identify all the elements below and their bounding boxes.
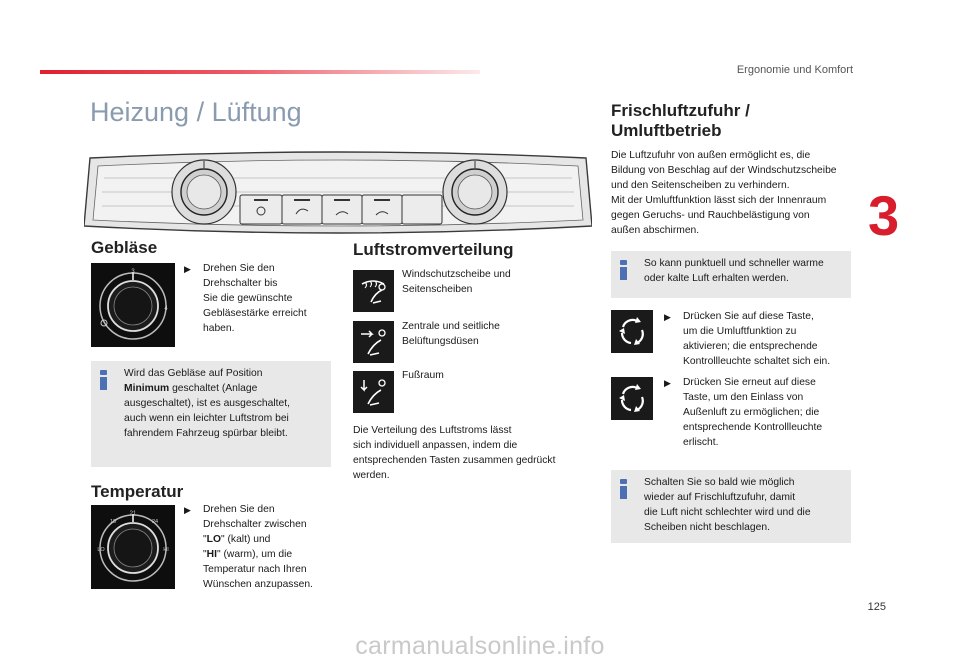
bullet-arrow-icon: ▶ [184,264,191,274]
frischluft-text: Die Luftzufuhr von außen ermöglicht es, die Bildung von Beschlag auf der Windschutzscheibe und den Seitenscheiben zu verhindern. Mit der Umluftfunktion lässt sich der Innenraum gegen Geruchs- und Rauchbelästigung von außen abschirmen. [611,150,837,236]
header-accent-bar [40,70,480,74]
temperatur-heading: Temperatur [91,482,184,501]
luftstrom-item-1: Windschutzscheibe und Seitenscheiben [402,269,511,295]
frischluft-info-box-1: So kann punktuell und schneller warme oder kalte Luft erhalten werden. [611,251,851,298]
bullet-arrow-icon: ▶ [184,505,191,515]
frischluft-step-1: ▶ Drücken Sie auf diese Taste, um die Umluftfunktion zu aktivieren; die entsprechende Kontrollleuchte schaltet sich ein. [664,310,854,370]
footwell-airflow-icon [353,371,394,413]
geblaese-instruction: ▶ Drehen Sie den Drehschalter bis Sie die gewünschte Gebläsestärke erreicht haben. [184,262,334,337]
temperatur-instruction: ▶ Drehen Sie den Drehschalter zwischen "LO" (kalt) und "HI" (warm), um die Temperatur nach Ihren Wünschen anzupassen. [184,503,334,593]
svg-text:18: 18 [109,519,117,525]
temperature-knob-image [91,505,175,589]
luftstrom-item-3: Fußraum [402,370,444,381]
climate-control-panel-illustration [84,148,592,246]
windshield-defrost-icon [353,270,394,312]
info-icon [620,479,627,499]
svg-text:LO: LO [97,547,105,553]
bullet-arrow-icon: ▶ [664,378,671,388]
luftstrom-text: Die Verteilung des Luftstroms lässt sich individuell anpassen, indem die entsprechenden Tasten zusammen gedrückt werden. [353,425,556,481]
info-icon [620,260,627,280]
temperature-knob-drawing [443,160,507,224]
geblaese-info-box: Wird das Gebläse auf Position Minimum geschaltet (Anlage ausgeschaltet), ist es ausgeschaltet, auch wenn ein leichter Luftstrom bei fahrendem Fahrzeug spürbar bleibt. [91,361,331,467]
page-number: 125 [867,601,886,613]
luftstrom-heading: Luftstromverteilung [353,240,514,259]
svg-text:HI: HI [163,547,169,553]
chapter-number: 3 [868,184,900,247]
geblaese-heading: Gebläse [91,238,158,257]
bullet-arrow-icon: ▶ [664,312,671,322]
fresh-air-icon [611,377,653,420]
svg-text:3: 3 [131,269,135,275]
section-header: Ergonomie und Komfort [736,64,853,76]
luftstrom-item-2: Zentrale und seitliche Belüftungsdüsen [402,321,500,347]
svg-text:21: 21 [129,511,137,517]
page-title: Heizung / Lüftung [90,97,302,127]
svg-text:4: 4 [164,306,168,312]
frischluft-info-box-2: Schalten Sie so bald wie möglich wieder auf Frischluftzufuhr, damit die Luft nicht schlechter wird und die Scheiben nicht beschlagen. [611,470,851,543]
frischluft-step-2: ▶ Drücken Sie erneut auf diese Taste, um den Einlass von Außenluft zu ermöglichen; die entsprechende Kontrollleuchte erlischt. [664,376,854,451]
info-icon [100,370,107,390]
vent-airflow-icon [353,321,394,363]
svg-text:24: 24 [151,519,159,525]
recirculation-icon [611,310,653,353]
watermark: carmanualsonline.info [355,632,605,660]
fan-knob-drawing [172,160,236,224]
frischluft-heading: Frischluftzufuhr / Umluftbetrieb [611,101,750,140]
fan-knob-image [91,263,175,347]
